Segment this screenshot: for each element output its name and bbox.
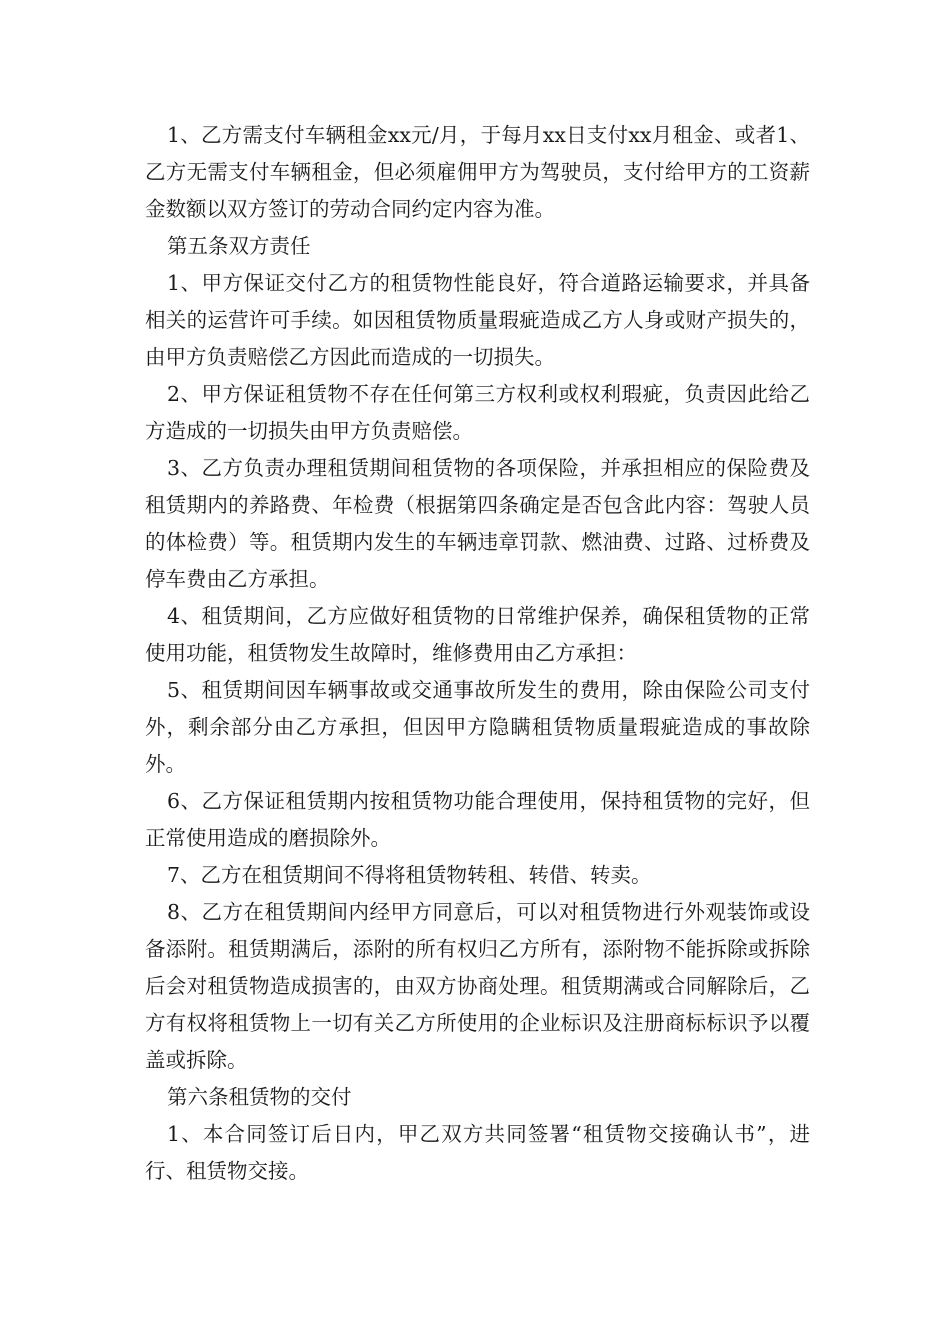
paragraph-rent-payment: 1、乙方需支付车辆租金xx元/月，于每月xx日支付xx月租金、或者1、乙方无需支付车辆租金，但必须雇佣甲方为驾驶员，支付给甲方的工资薪金数额以双方签订的劳动合同约定内容为准。 bbox=[145, 123, 810, 221]
paragraph-article-5-item-3: 3、乙方负责办理租赁期间租赁物的各项保险，并承担相应的保险费及租赁期内的养路费、年检费（根据第四条确定是否包含此内容：驾驶人员的体检费）等。租赁期内发生的车辆违章罚款、燃油费、过路、过桥费及停车费由乙方承担。 bbox=[145, 456, 810, 591]
paragraph-article-5-item-7: 7、乙方在租赁期间不得将租赁物转租、转借、转卖。 bbox=[167, 863, 652, 887]
paragraph-article-5-item-2: 2、甲方保证租赁物不存在任何第三方权利或权利瑕疵，负责因此给乙方造成的一切损失由甲方负责赔偿。 bbox=[145, 382, 810, 443]
paragraph-article-5-item-5: 5、租赁期间因车辆事故或交通事故所发生的费用，除由保险公司支付外，剩余部分由乙方承担，但因甲方隐瞒租赁物质量瑕疵造成的事故除外。 bbox=[145, 678, 810, 776]
paragraph-article-5-item-8: 8、乙方在租赁期间内经甲方同意后，可以对租赁物进行外观装饰或设备添附。租赁期满后，添附的所有权归乙方所有，添附物不能拆除或拆除后会对租赁物造成损害的，由双方协商处理。租赁期满或合同解除后，乙方有权将租赁物上一切有关乙方所使用的企业标识及注册商标标识予以覆盖或拆除。 bbox=[145, 900, 810, 1072]
section-heading-article-5: 第五条双方责任 bbox=[167, 234, 311, 258]
paragraph-article-6-item-1: 1、本合同签订后日内，甲乙双方共同签署“租赁物交接确认书”，进行、租赁物交接。 bbox=[145, 1122, 810, 1183]
paragraph-article-5-item-1: 1、甲方保证交付乙方的租赁物性能良好，符合道路运输要求，并具备相关的运营许可手续。如因租赁物质量瑕疵造成乙方人身或财产损失的，由甲方负责赔偿乙方因此而造成的一切损失。 bbox=[145, 271, 810, 369]
paragraph-article-5-item-6: 6、乙方保证租赁期内按租赁物功能合理使用，保持租赁物的完好，但正常使用造成的磨损除外。 bbox=[145, 789, 810, 850]
paragraph-article-5-item-4: 4、租赁期间，乙方应做好租赁物的日常维护保养，确保租赁物的正常使用功能，租赁物发生故障时，维修费用由乙方承担： bbox=[145, 604, 810, 665]
document-body bbox=[145, 117, 810, 1190]
section-heading-article-6: 第六条租赁物的交付 bbox=[167, 1085, 352, 1109]
